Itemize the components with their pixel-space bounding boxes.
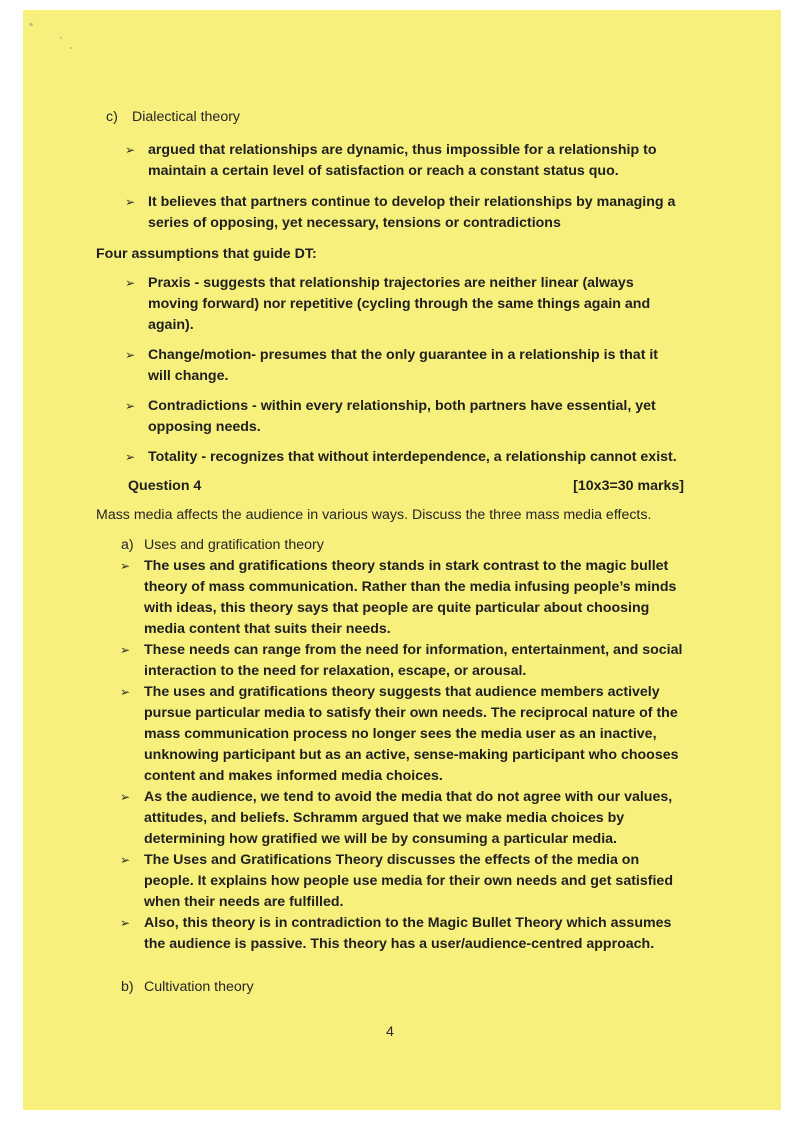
scanned-page	[23, 10, 781, 1110]
bullet-text: Change/motion- presumes that the only guarantee in a relationship is that it will change.	[148, 347, 659, 384]
marks-label: [10x3=30 marks]	[573, 478, 684, 494]
arrow-bullet-icon: ➢	[120, 790, 131, 804]
bullet-text: The uses and gratifications theory suggests that audience members actively pursue particular media to satisfy their own needs. The reciprocal nature of the mass communication process no longer sees the media user as an inactive, unknowing participant but as an active, sense-making participant who chooses content and makes informed media choices.	[144, 684, 679, 784]
assumptions-heading: Four assumptions that guide DT:	[96, 246, 317, 262]
section-b-heading	[96, 977, 684, 998]
section-c-title: Dialectical theory	[132, 109, 241, 125]
list-item	[96, 556, 684, 640]
scan-speck	[60, 37, 62, 39]
section-b-label: b)	[121, 979, 134, 995]
bullet-text: Totality - recognizes that without interdependence, a relationship cannot exist.	[148, 449, 677, 465]
arrow-bullet-icon: ➢	[120, 559, 131, 573]
section-c-heading	[96, 107, 684, 128]
arrow-bullet-icon: ➢	[125, 399, 136, 413]
section-a-label: a)	[121, 537, 134, 553]
bullet-text: The uses and gratifications theory stands in stark contrast to the magic bullet theory of mass communication. Rather than the media infusing people’s minds with ideas, this theory says that people are quite particular about choosing media content that suits their needs.	[144, 558, 677, 637]
bullet-text: argued that relationships are dynamic, thus impossible for a relationship to maintain a certain level of satisfaction or reach a constant status quo.	[148, 142, 657, 179]
question-heading-row	[96, 476, 684, 497]
arrow-bullet-icon: ➢	[125, 348, 136, 362]
bullet-text: The Uses and Gratifications Theory discusses the effects of the media on people. It explains how people use media for their own needs and get satisfied when their needs are fulfilled.	[144, 852, 673, 910]
section-b-title: Cultivation theory	[144, 979, 254, 995]
list-item	[96, 787, 684, 850]
section-c-label: c)	[106, 109, 118, 125]
list-item	[96, 140, 684, 182]
bullet-text: As the audience, we tend to avoid the media that do not agree with our values, attitudes, and beliefs. Schramm argued that we make media choices by determining how gratified we will be by consuming a particular media.	[144, 789, 673, 847]
list-item	[96, 273, 684, 336]
scan-speck	[29, 23, 33, 26]
bullet-text: Contradictions - within every relationship, both partners have essential, yet opposing needs.	[148, 398, 656, 435]
list-item	[96, 640, 684, 682]
list-item	[96, 192, 684, 234]
arrow-bullet-icon: ➢	[125, 276, 136, 290]
list-item	[96, 447, 684, 468]
arrow-bullet-icon: ➢	[125, 450, 136, 464]
arrow-bullet-icon: ➢	[120, 643, 131, 657]
list-item	[96, 682, 684, 787]
scan-speck	[70, 47, 72, 49]
section-a-heading	[96, 535, 684, 556]
arrow-bullet-icon: ➢	[125, 195, 136, 209]
arrow-bullet-icon: ➢	[120, 685, 131, 699]
question-intro: Mass media affects the audience in various ways. Discuss the three mass media effects.	[96, 507, 652, 523]
section-a-title: Uses and gratification theory	[144, 537, 324, 553]
list-item	[96, 345, 684, 387]
list-item	[96, 396, 684, 438]
arrow-bullet-icon: ➢	[125, 143, 136, 157]
document-body	[96, 107, 684, 1043]
bullet-text: Praxis - suggests that relationship trajectories are neither linear (always moving forward) nor repetitive (cycling through the same things again and again).	[148, 275, 651, 333]
question-title: Question 4	[128, 478, 202, 494]
bullet-text: These needs can range from the need for information, entertainment, and social interaction to the need for relaxation, escape, or arousal.	[144, 642, 683, 679]
bullet-text: It believes that partners continue to develop their relationships by managing a series of opposing, yet necessary, tensions or contradictions	[148, 194, 676, 231]
page-number: 4	[386, 1024, 394, 1040]
arrow-bullet-icon: ➢	[120, 916, 131, 930]
bullet-text: Also, this theory is in contradiction to the Magic Bullet Theory which assumes the audience is passive. This theory has a user/audience-centred approach.	[144, 915, 672, 952]
list-item	[96, 913, 684, 955]
arrow-bullet-icon: ➢	[120, 853, 131, 867]
list-item	[96, 850, 684, 913]
